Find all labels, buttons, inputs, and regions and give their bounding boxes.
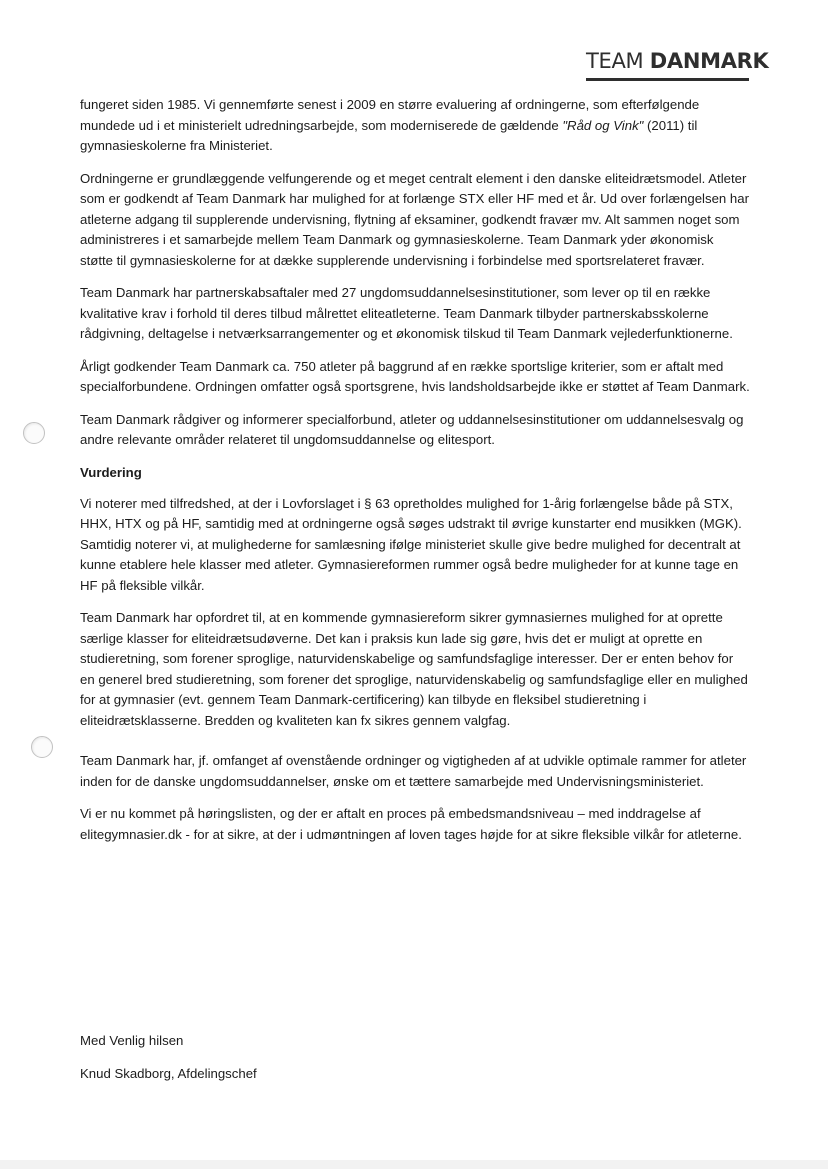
letter-body xyxy=(80,95,750,857)
punch-hole-upper xyxy=(23,422,45,444)
closing-greeting: Med Venlig hilsen xyxy=(80,1033,184,1048)
paragraph-reform: Team Danmark har opfordret til, at en kommende gymnasiereform sikrer gymnasiernes mulighed for at oprette særlige klasser for eliteidrætsudøverne. Det kan i praksis kun lade sig gøre, hvis det er muligt at oprette en studieretning, som forener sproglige, naturvidenskabelige og samfundsfaglige interesser. Der er enten behov for en generel bred studieretning, som forener det sproglige, naturvidenskabelig og samfundsfaglige eller en mulighed for at gymnasier (evt. gennem Team Danmark-certificering) kan tilbyde en fleksibel studieretning i eliteidrætsklasserne. Bredden og kvaliteten kan fx sikres gennem valgfag. xyxy=(80,610,748,728)
page-bottom-edge xyxy=(0,1160,828,1169)
paragraph-cooperation: Team Danmark har, jf. omfanget af ovenstående ordninger og vigtigheden af at udvikle optimale rammer for atleter inden for de danske ungdomsuddannelser, ønske om et tættere samarbejde med Undervisningsministeriet. xyxy=(80,753,747,789)
logo-text-team: TEAM xyxy=(586,49,650,73)
paragraph-hearing-list: Vi er nu kommet på høringslisten, og der er aftalt en proces på embedsmandsniveau – med inddragelse af elitegymnasier.dk - for at sikre, at der i udmøntningen af loven tages højde for at sikre fleksible vilkår for atleterne. xyxy=(80,806,742,842)
paragraph-assessment: Vi noterer med tilfredshed, at der i Lovforslaget i § 63 opretholdes mulighed for 1-årig forlængelse både på STX, HHX, HTX og på HF, samtidig med at ordningerne også søges udstrakt til øvrige kunstarter end musikken (MGK). Samtidig noterer vi, at mulighederne for samlæsning ifølge ministeriet skulle give bedre mulighed for decentralt at kunne etablere hele klasser med atleter. Gymnasiereformen rummer også bedre muligheder for at kunne tage en HF på fleksible vilkår. xyxy=(80,495,742,593)
paragraph-partnerships: Team Danmark har partnerskabsaftaler med 27 ungdomsuddannelsesinstitutioner, som lever op til en række kvalitative krav i forhold til deres tilbud målrettet eliteatleterne. Team Danmark tilbyder partnerskabsskolerne rådgivning, deltagelse i netværksarrangementer og et økonomisk tilskud til Team Danmark vejlederfunktionerne. xyxy=(80,285,733,341)
paragraph-history-text-b: (2011) til gymnasieskolerne fra Ministeriet. xyxy=(80,117,698,153)
paragraph-history-text-a: fungeret siden 1985. Vi gennemførte senest i 2009 en større evaluering af ordningerne, som efterfølgende mundede ud i et ministerielt udredningsarbejde, som moderniserede de gældende xyxy=(80,97,700,133)
section-heading-vurdering: Vurdering xyxy=(80,464,142,480)
raad-og-vink-title: "Råd og Vink" xyxy=(562,117,644,133)
paragraph-approvals: Årligt godkender Team Danmark ca. 750 atleter på baggrund af en række sportslige kriterier, som er aftalt med specialforbundene. Ordningen omfatter også sportsgrene, hvis landsholdsarbejde ikke er støttet af Team Danmark. xyxy=(80,358,750,394)
paragraph-history xyxy=(80,95,750,157)
logo-text-danmark: DANMARK xyxy=(649,49,769,73)
logo-underline xyxy=(586,78,749,81)
punch-hole-lower xyxy=(31,736,53,758)
team-danmark-logo xyxy=(586,48,769,74)
paragraph-guidance: Team Danmark rådgiver og informerer specialforbund, atleter og uddannelsesinstitutioner om uddannelsesvalg og andre relevante områder relateret til ungdomsuddannelse og elitesport. xyxy=(80,411,744,447)
signature-line: Knud Skadborg, Afdelingschef xyxy=(80,1066,257,1081)
paragraph-arrangements: Ordningerne er grundlæggende velfungerende og et meget centralt element i den danske eliteidrætsmodel. Atleter som er godkendt af Team Danmark har mulighed for at forlænge STX eller HF med et år. Ud over forlængelsen har atleterne adgang til supplerende undervisning, flytning af eksaminer, godkendt fravær mv. Alt sammen noget som administreres i et samarbejde mellem Team Danmark og gymnasieskolerne. Team Danmark yder økonomisk støtte til gymnasieskolerne for at dække supplerende undervisning i forbindelse med sportsrelateret fravær. xyxy=(80,170,749,268)
